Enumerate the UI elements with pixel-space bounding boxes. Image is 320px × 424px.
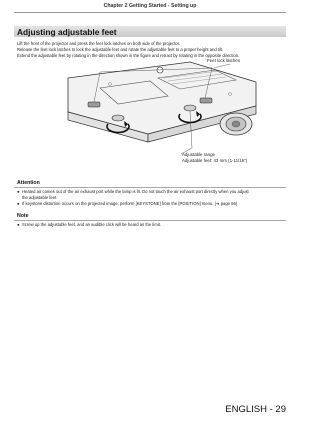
bullet-icon: ● [17,222,20,227]
adjustable-foot-right [184,105,196,111]
body-text [17,41,287,60]
feet-lock-latch-left [88,102,100,107]
body-line: Extend the adjustable feet by rotating in the direction shown in the figure and retract by rotating in the opposite direction. [17,53,240,59]
callout-adjustable-range [182,152,247,164]
callout-range-title: Adjustable range [182,152,215,157]
section-title: Adjusting adjustable feet [17,27,117,37]
chapter-header: Chapter 2 Getting Started - Setting up [103,3,197,9]
attention-heading [14,180,286,188]
body-line: Lift the front of the projector and press the feet lock latches on both side of the projector. [17,41,180,46]
list-item-text: Screw up the adjustable feet, and an audible click will be heard as the limit. [22,222,161,227]
list-item [17,222,287,228]
list-item-text: If keystone distortion occurs on the projected image, perform [KEYSTONE] from the [POSITION] menu. (➔ page 56) [22,201,238,206]
note-heading [14,213,286,221]
header-rule [14,12,286,13]
attention-list [17,189,287,207]
page-number: ENGLISH - 29 [225,404,286,415]
list-item [17,201,287,207]
list-item-text-cont: the adjustable feet. [22,195,58,200]
callout-feet-lock-latches: Feet lock latches [207,58,240,63]
list-item [17,189,287,201]
feet-lock-latch-right [200,98,212,103]
body-line: Release the feet lock latches to lock the adjustable feet and rotate the adjustable feet to a proper height and tilt. [17,47,224,53]
note-list [17,222,287,228]
callout-range-value: Adjustable feet: 43 mm (1-11/16") [182,158,248,163]
list-item-text: Heated air comes out of the air exhaust port while the lamp is lit. Do not touch the air exhaust port directly when you adjust [22,189,249,194]
bullet-icon: ● [17,189,20,194]
attention-heading-label: Attention [17,180,40,186]
bullet-icon: ● [17,201,20,206]
note-heading-label: Note [17,213,29,219]
adjustable-foot-left [112,115,124,121]
